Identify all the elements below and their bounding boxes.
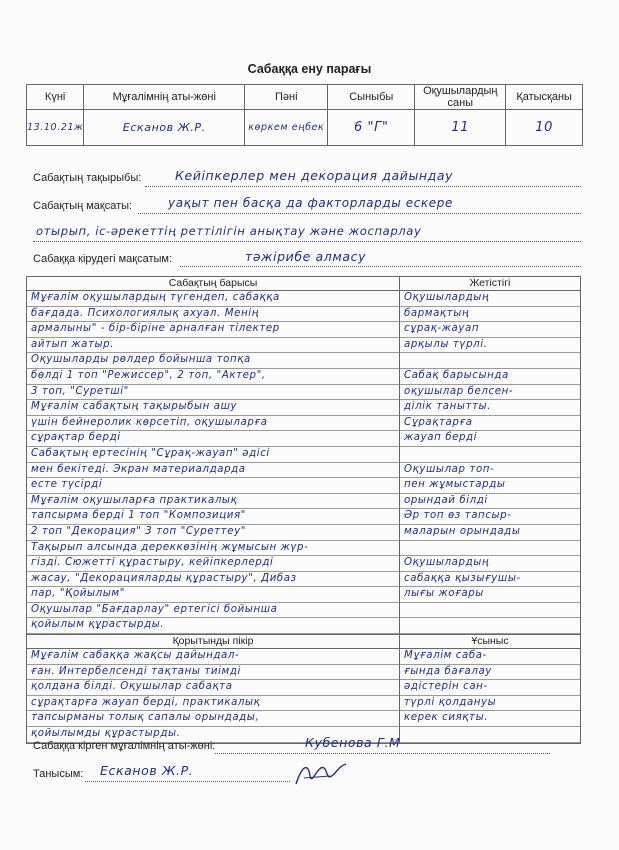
handwritten-line: сұрақтар берді (27, 431, 399, 447)
handwritten-line: Оқушылардың (400, 291, 580, 307)
handwritten-line (400, 727, 580, 743)
handwritten-line: мен бекітеді. Экран материалдарда (27, 463, 399, 479)
handwritten-line: ған. Интербелсенді тақтаны тиімді (27, 665, 399, 681)
achievement-header: Жетістігі (400, 277, 580, 291)
handwritten-line: қойылым құрастырды. (27, 618, 399, 634)
header-subject: Пәні (245, 85, 328, 110)
handwritten-line: Мұғалім сабаққа жақсы дайындал- (27, 649, 399, 665)
aim-value-2: отырып, іс-әрекеттің реттілігін анықтау және жоспарлау (36, 224, 422, 238)
handwritten-line: Тақырып алсында дереккөзінің жұмысын жүр- (27, 541, 399, 557)
handwritten-line: жасау, "Декорацияларды құрастыру", Дибаз (27, 572, 399, 588)
achievement-cell (400, 277, 581, 635)
aim-underline-2 (33, 241, 581, 242)
handwritten-line (400, 618, 580, 634)
conclusion-cell (27, 635, 400, 744)
suggestion-notes (400, 649, 580, 743)
progress-header: Сабақтың барысы (27, 277, 399, 291)
topic-value: Кейіпкерлер мен декорация дайындау (175, 168, 454, 183)
handwritten-line: пар, "Қойылым" (27, 587, 399, 603)
handwritten-line (400, 541, 580, 557)
handwritten-line: есте түсірді (27, 478, 399, 494)
handwritten-line: әдістерін сан- (400, 680, 580, 696)
handwritten-line: қойылымды құрастырды. (27, 727, 399, 743)
handwritten-line: сабаққа қызығушы- (400, 572, 580, 588)
value-teacher: Есканов Ж.Р. (84, 110, 245, 146)
signature-icon (290, 756, 350, 790)
info-table (26, 84, 583, 146)
progress-row (27, 277, 581, 635)
info-value-row (27, 110, 583, 146)
handwritten-line: бөлді 1 топ "Режиссер", 2 топ, "Актер", (27, 369, 399, 385)
handwritten-line: тапсырма берді 1 топ "Композиция" (27, 509, 399, 525)
handwritten-line: Сабақ барысында (400, 369, 580, 385)
achievement-notes (400, 291, 580, 634)
handwritten-line: орындай білді (400, 494, 580, 510)
progress-cell (27, 277, 400, 635)
handwritten-line: үшін бейнеролик көрсетіп, оқушыларға (27, 416, 399, 432)
handwritten-line: ділік танытты. (400, 400, 580, 416)
conclusion-notes (27, 649, 399, 743)
topic-label: Сабақтың тақырыбы: (33, 172, 142, 184)
suggestion-cell (400, 635, 581, 744)
handwritten-line: маларын орындады (400, 525, 580, 541)
value-class: 6 "Г" (328, 110, 415, 146)
header-class: Сыныбы (328, 85, 415, 110)
handwritten-line: пен жұмыстарды (400, 478, 580, 494)
handwritten-line: 2 топ "Декорация" 3 топ "Суреттеу" (27, 525, 399, 541)
aim-underline-1 (138, 213, 581, 214)
handwritten-line: жауап берді (400, 431, 580, 447)
handwritten-line: айтып жатыр. (27, 338, 399, 354)
header-date: Күні (27, 85, 84, 110)
aim-label: Сабақтың мақсаты: (33, 200, 133, 212)
handwritten-line: Оқушылардың (400, 556, 580, 572)
conclusion-row (27, 635, 581, 744)
handwritten-line: Оқушыларды рөлдер бойынша топқа (27, 353, 399, 369)
header-student-count: Оқушылардың саны (415, 85, 506, 110)
page-title: Сабаққа ену парағы (247, 62, 372, 76)
visit-aim-underline (180, 266, 581, 267)
aim-value-1: уақыт пен басқа да факторларды ескере (168, 196, 453, 210)
handwritten-line: Мұғалім саба- (400, 649, 580, 665)
handwritten-line: гізді. Сюжетті құрастыру, кейіпкерлерді (27, 556, 399, 572)
handwritten-line: керек сияқты. (400, 711, 580, 727)
visit-aim-value: тәжірибе алмасу (245, 249, 367, 264)
handwritten-line: оқушылар белсен- (400, 385, 580, 401)
ack-value: Есканов Ж.Р. (100, 763, 194, 778)
progress-notes (27, 291, 399, 634)
handwritten-line: Оқушылар "Бағдарлау" ертегісі бойынша (27, 603, 399, 619)
handwritten-line: арқылы түрлі. (400, 338, 580, 354)
handwritten-line: Әр топ өз тапсыр- (400, 509, 580, 525)
header-teacher: Мұғалімнің аты-жөні (84, 85, 245, 110)
handwritten-line: Сабақтың ертесінің "Сұрақ-жауап" әдісі (27, 447, 399, 463)
visitor-underline (215, 753, 550, 754)
handwritten-line: Мұғалім оқушыларға практикалық (27, 494, 399, 510)
suggestion-header: Ұсыныс (400, 635, 580, 649)
handwritten-line: түрлі қолдануы (400, 696, 580, 712)
observation-table (26, 276, 581, 744)
visitor-label: Сабаққа кірген мұғалімнің аты-жөні: (33, 740, 216, 752)
handwritten-line: 3 топ, "Суретші" (27, 385, 399, 401)
handwritten-line: қолдана білді. Оқушылар сабақта (27, 680, 399, 696)
ack-underline (85, 781, 290, 782)
handwritten-line: лығы жоғары (400, 587, 580, 603)
ack-label: Танысым: (33, 768, 84, 780)
handwritten-line: сұрақ-жауап (400, 322, 580, 338)
value-attended: 10 (506, 110, 583, 146)
value-date: 13.10.21ж (27, 110, 84, 146)
handwritten-line: ғында бағалау (400, 665, 580, 681)
handwritten-line: бармақтың (400, 307, 580, 323)
handwritten-line: бағдада. Психологиялық ахуал. Менің (27, 307, 399, 323)
handwritten-line: Сұрақтарға (400, 416, 580, 432)
value-student-count: 11 (415, 110, 506, 146)
topic-underline (145, 186, 581, 187)
handwritten-line: тапсырманы толық сапалы орындады, (27, 711, 399, 727)
info-header-row (27, 85, 583, 110)
handwritten-line (400, 603, 580, 619)
handwritten-line: Мұғалім оқушылардың түгендеп, сабаққа (27, 291, 399, 307)
visit-aim-label: Сабаққа кірудегі мақсатым: (33, 253, 173, 265)
handwritten-line (400, 353, 580, 369)
handwritten-line: армалыны" - бір-біріне арналған тілектер (27, 322, 399, 338)
handwritten-line: Оқушылар топ- (400, 463, 580, 479)
handwritten-line: Мұғалім сабақтың тақырыбын ашу (27, 400, 399, 416)
handwritten-line (400, 447, 580, 463)
conclusion-header: Қорытынды пікір (27, 635, 399, 649)
visitor-value: Кубенова Г.М (305, 735, 401, 750)
handwritten-line: сұрақтарға жауап берді, практикалық (27, 696, 399, 712)
value-subject: көркем еңбек (245, 110, 328, 146)
header-attended: Қатысқаны (506, 85, 583, 110)
